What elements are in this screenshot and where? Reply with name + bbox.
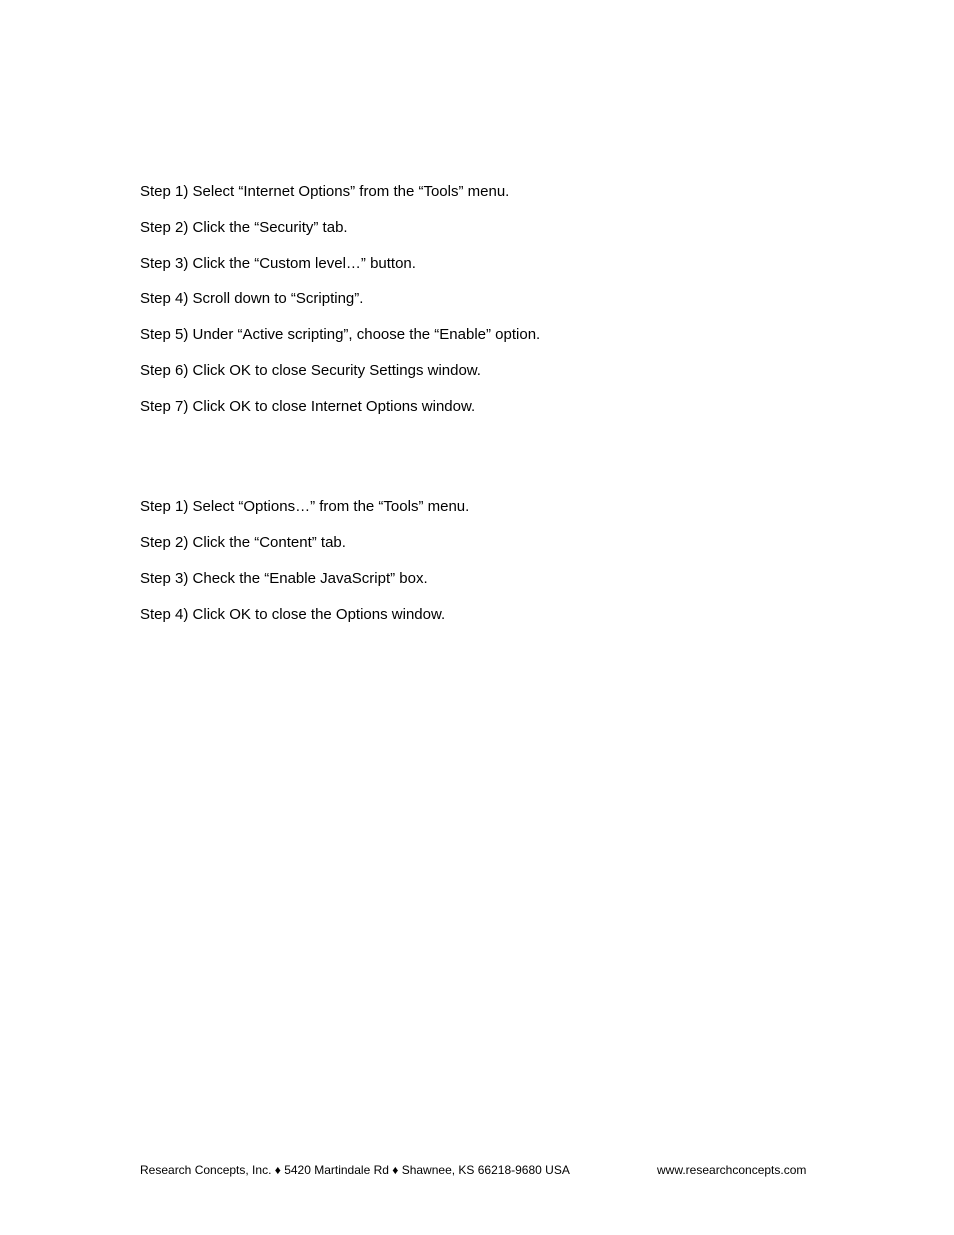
ie-step-7: Step 7) Click OK to close Internet Options window.	[140, 398, 476, 415]
ie-step-5: Step 5) Under “Active scripting”, choose the “Enable” option.	[140, 326, 541, 343]
other-step-4: Step 4) Click OK to close the Options window.	[140, 606, 446, 623]
ie-step-1: Step 1) Select “Internet Options” from the “Tools” menu.	[140, 183, 510, 200]
footer-website: www.researchconcepts.com	[657, 1163, 807, 1177]
ie-step-4: Step 4) Scroll down to “Scripting”.	[140, 290, 364, 307]
ie-step-2: Step 2) Click the “Security” tab.	[140, 219, 348, 236]
footer-address: Research Concepts, Inc. ♦ 5420 Martindale Rd ♦ Shawnee, KS 66218-9680 USA	[140, 1163, 570, 1177]
other-step-2: Step 2) Click the “Content” tab.	[140, 534, 346, 551]
ie-step-6: Step 6) Click OK to close Security Settings window.	[140, 362, 481, 379]
other-step-3: Step 3) Check the “Enable JavaScript” box.	[140, 570, 428, 587]
ie-step-3: Step 3) Click the “Custom level…” button.	[140, 255, 416, 272]
other-step-1: Step 1) Select “Options…” from the “Tools” menu.	[140, 498, 470, 515]
